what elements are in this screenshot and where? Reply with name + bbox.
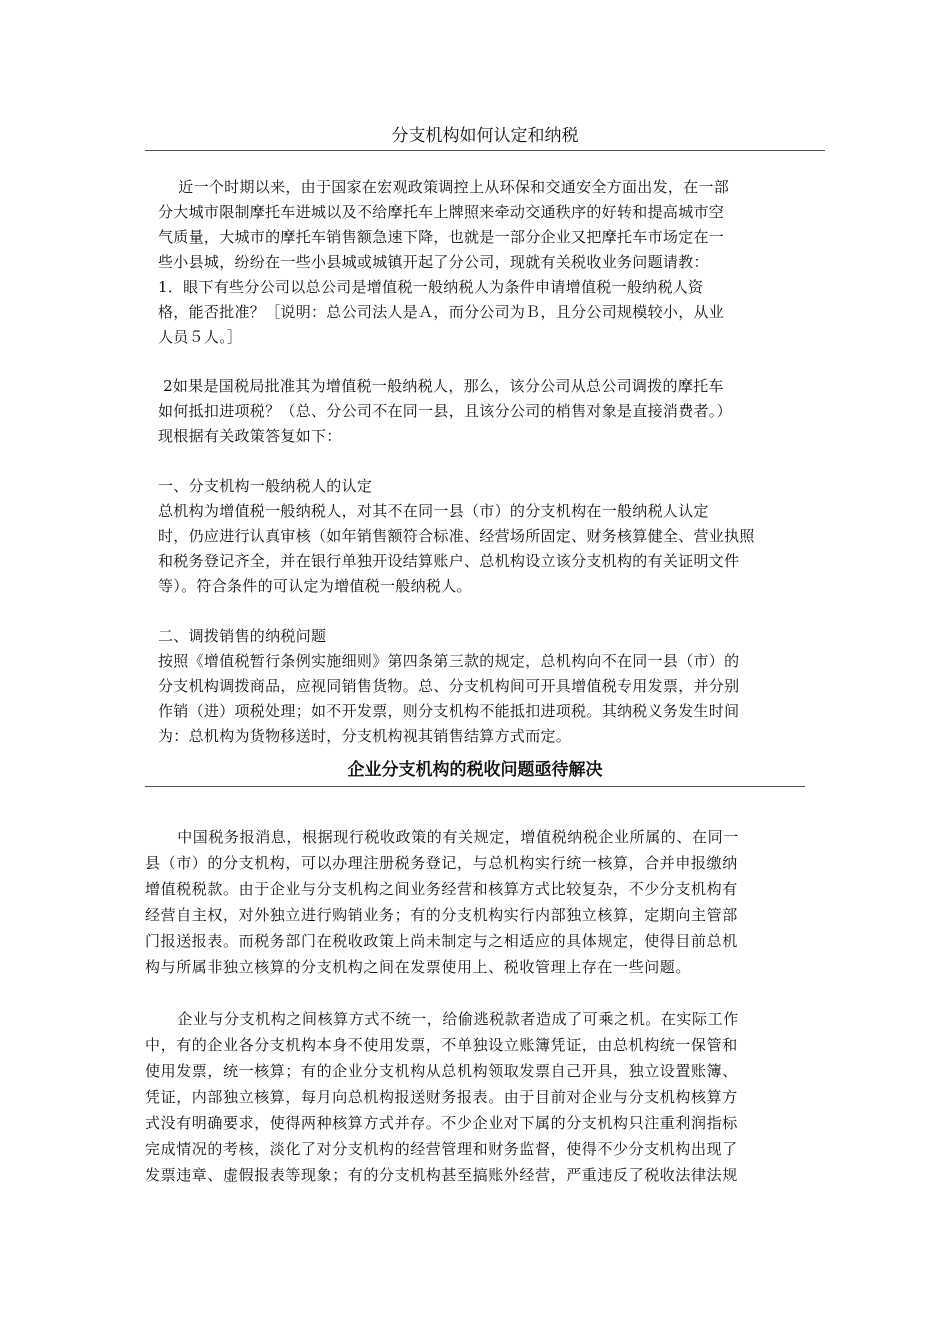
body-line: 县（市）的分支机构，可以办理注册税务登记，与总机构实行统一核算，合并申报缴纳	[145, 854, 738, 872]
body-line: 分大城市限制摩托车进城以及不给摩托车上牌照来牵动交通秩序的好转和提高城市空	[158, 203, 725, 221]
body-line: 企业与分支机构之间核算方式不统一，给偷逃税款者造成了可乘之机。在实际工作	[145, 1010, 739, 1028]
body-line: 些小县城，纷纷在一些小县城或城镇开起了分公司，现就有关税收业务问题请教：	[158, 253, 709, 271]
section1-title: 分支机构如何认定和纳税	[391, 126, 579, 146]
body-line: 和税务登记齐全，并在银行单独开设结算账户、总机构设立该分支机构的有关证明文件	[158, 552, 740, 570]
body-line: 凭证，内部独立核算，每月向总机构报送财务报表。由于目前对企业与分支机构核算方	[145, 1088, 738, 1106]
body-line: 中，有的企业各分支机构本身不使用发票，不单独设立账簿凭证，由总机构统一保管和	[145, 1036, 738, 1054]
body-line: 近一个时期以来，由于国家在宏观政策调控上从环保和交通安全方面出发，在一部	[158, 178, 730, 196]
body-line: 经营自主权，对外独立进行购销业务；有的分支机构实行内部独立核算，定期向主管部	[145, 906, 738, 924]
body-line: 发票违章、虚假报表等现象；有的分支机构甚至搞账外经营，严重违反了税收法律法规	[145, 1166, 738, 1184]
title-divider	[145, 150, 825, 151]
body-line: 使用发票，统一核算；有的企业分支机构从总机构领取发票自己开具，独立设置账簿、	[145, 1062, 738, 1080]
body-line: 门报送报表。而税务部门在税收政策上尚未制定与之相适应的具体规定，使得目前总机	[145, 932, 738, 950]
body-line: 人员５人。］	[158, 328, 243, 346]
body-line: 构与所属非独立核算的分支机构之间在发票使用上、税收管理上存在一些问题。	[145, 958, 692, 976]
body-line: 完成情况的考核，淡化了对分支机构的经营管理和财务监督，使得不少分支机构出现了	[145, 1140, 738, 1158]
section2-title: 企业分支机构的税收问题亟待解决	[347, 760, 603, 780]
body-line: 2如果是国税局批准其为增值税一般纳税人，那么，该分公司从总公司调拨的摩托车	[158, 377, 724, 395]
body-line: 按照《增值税暂行条例实施细则》第四条第三款的规定，总机构向不在同一县（市）的	[158, 652, 740, 670]
body-line: 等）。符合条件的可认定为增值税一般纳税人。	[158, 577, 472, 595]
body-line: 分支机构调拨商品，应视同销售货物。总、分支机构间可开具增值税专用发票，并分别	[158, 677, 740, 695]
body-line: 1．眼下有些分公司以总公司是增值税一般纳税人为条件申请增值税一般纳税人资	[158, 278, 704, 296]
body-line: 作销（进）项税处理；如不开发票，则分支机构不能抵扣进项税。其纳税义务发生时间	[158, 702, 740, 720]
body-line: 式没有明确要求，使得两种核算方式并存。不少企业对下属的分支机构只注重利润指标	[145, 1114, 738, 1132]
body-line: 为：总机构为货物移送时，分支机构视其销售结算方式而定。	[158, 727, 572, 745]
title-divider	[145, 786, 805, 787]
body-line: 如何抵扣进项税？（总、分公司不在同一县，且该分公司的梢售对象是直接消费者。）	[158, 402, 732, 420]
body-line: 总机构为增值税一般纳税人，对其不在同一县（市）的分支机构在一般纳税人认定	[158, 502, 709, 520]
subheading: 二、调拨销售的纳税问题	[158, 627, 327, 645]
subheading: 一、分支机构一般纳税人的认定	[158, 477, 373, 495]
body-line: 时，仍应进行认真审核（如年销售额符合标准、经营场所固定、财务核算健全、营业执照	[158, 527, 755, 545]
body-line: 中国税务报消息，根据现行税收政策的有关规定，增值税纳税企业所属的、在同一	[145, 828, 739, 846]
body-line: 气质量，大城市的摩托车销售额急速下降，也就是一部分企业又把摩托车市场定在一	[158, 228, 725, 246]
body-line: 增值税税款。由于企业与分支机构之间业务经营和核算方式比较复杂，不少分支机构有	[145, 880, 738, 898]
body-line: 现根据有关政策答复如下：	[158, 427, 342, 445]
body-line: 格，能否批准？［说明：总公司法人是Ａ，而分公司为Ｂ，且分公司规模较小，从业	[158, 303, 725, 321]
